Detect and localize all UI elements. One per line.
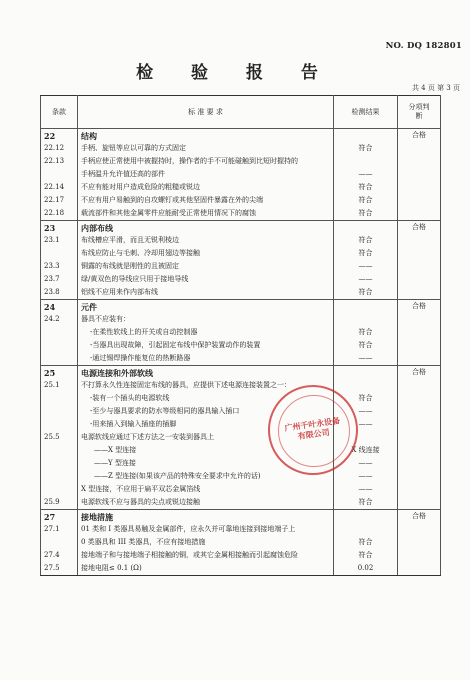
result-cell <box>334 523 398 536</box>
company-seal <box>268 385 358 475</box>
table-row <box>41 339 441 352</box>
result-cell <box>334 366 398 380</box>
page-title: 检 验 报 告 <box>136 63 334 83</box>
clause-cell: 22 <box>41 129 78 143</box>
result-cell: 符合 <box>334 549 398 562</box>
table-row <box>41 523 441 536</box>
requirement-cell: 不应有能对用户造成危险的粗糙或锐边 <box>78 181 334 194</box>
table-row <box>41 273 441 286</box>
table-row <box>41 326 441 339</box>
result-cell: 符合 <box>334 496 398 510</box>
clause-cell: 22.14 <box>41 181 78 194</box>
requirement-cell: -通过锡焊操作能复位的热断路器 <box>78 352 334 366</box>
requirement-cell: ——Z 型连接(如果该产品的特殊安全要求中允许的话) <box>78 470 334 483</box>
verdict-cell <box>398 247 441 260</box>
clause-cell <box>41 392 78 405</box>
verdict-cell <box>398 379 441 392</box>
verdict-cell <box>398 431 441 444</box>
requirement-cell: ——Y 型连接 <box>78 457 334 470</box>
verdict-cell: 合格 <box>398 129 441 143</box>
verdict-cell <box>398 313 441 326</box>
verdict-cell <box>398 483 441 496</box>
verdict-cell <box>398 326 441 339</box>
section-row <box>41 129 441 143</box>
clause-cell <box>41 326 78 339</box>
verdict-cell <box>398 194 441 207</box>
result-cell <box>334 300 398 314</box>
result-cell: 符合 <box>334 194 398 207</box>
verdict-cell: 合格 <box>398 300 441 314</box>
clause-cell: 25 <box>41 366 78 380</box>
table-row <box>41 352 441 366</box>
result-cell: —— <box>334 457 398 470</box>
table-row <box>41 562 441 576</box>
requirement-cell: 手柄、旋钮等应以可靠的方式固定 <box>78 142 334 155</box>
requirement-cell: 接地端子和与接地端子相接触的铜，或其它金属相接触而引起腐蚀危险 <box>78 549 334 562</box>
table-row <box>41 286 441 300</box>
result-cell: —— <box>334 405 398 418</box>
result-cell: 符合 <box>334 392 398 405</box>
clause-cell <box>41 418 78 431</box>
verdict-cell <box>398 405 441 418</box>
requirement-cell: 载流部件和其他金属零件应能耐受正常使用情况下的腐蚀 <box>78 207 334 221</box>
result-cell: X 线连接 <box>334 444 398 457</box>
verdict-cell: 合格 <box>398 366 441 380</box>
table-row <box>41 457 441 470</box>
clause-cell <box>41 483 78 496</box>
clause-cell: 24 <box>41 300 78 314</box>
clause-cell <box>41 536 78 549</box>
clause-cell: 23.1 <box>41 234 78 247</box>
result-cell: —— <box>334 418 398 431</box>
clause-cell <box>41 457 78 470</box>
table-row <box>41 549 441 562</box>
requirement-cell: 器具不应装有： <box>78 313 334 326</box>
verdict-cell <box>398 418 441 431</box>
requirement-cell: 手柄应使正常使用中被握持时，操作者的手不可能碰触到比短时握持的 <box>78 155 334 168</box>
requirement-cell: 不打算永久性连接固定布线的器具，应提供下述电源连接装置之一： <box>78 379 334 392</box>
clause-cell: 27.5 <box>41 562 78 576</box>
requirement-cell: 布线槽应平滑，而且无锐利棱边 <box>78 234 334 247</box>
result-cell: 符合 <box>334 181 398 194</box>
result-cell <box>334 129 398 143</box>
result-cell: —— <box>334 260 398 273</box>
requirement-cell: 接地电阻≤ 0.1 (Ω) <box>78 562 334 576</box>
verdict-cell <box>398 260 441 273</box>
clause-cell: 23.8 <box>41 286 78 300</box>
column-header-requirement: 标 准 要 求 <box>78 96 334 129</box>
result-cell: 符合 <box>334 207 398 221</box>
clause-cell: 22.18 <box>41 207 78 221</box>
requirement-cell: -当器具出现故障，引起固定布线中保护装置动作的装置 <box>78 339 334 352</box>
table-row <box>41 313 441 326</box>
verdict-cell <box>398 392 441 405</box>
verdict-cell <box>398 273 441 286</box>
clause-cell: 22.17 <box>41 194 78 207</box>
requirement-cell: 铜露的布线就是刚性的且被固定 <box>78 260 334 273</box>
verdict-cell <box>398 457 441 470</box>
page-count: 共 4 页 第 3 页 <box>411 84 460 92</box>
result-cell: —— <box>334 352 398 366</box>
result-cell: 符合 <box>334 286 398 300</box>
table-row <box>41 181 441 194</box>
verdict-cell: 合格 <box>398 510 441 524</box>
verdict-cell <box>398 155 441 168</box>
inspection-table <box>40 95 441 576</box>
section-row <box>41 300 441 314</box>
result-cell <box>334 379 398 392</box>
requirement-cell: -在柔性软线上的开关或自动控制器 <box>78 326 334 339</box>
clause-cell <box>41 339 78 352</box>
requirement-cell: 接地措施 <box>78 510 334 524</box>
verdict-cell <box>398 352 441 366</box>
requirement-cell: 电源软线不应与器具的尖点或锐边接触 <box>78 496 334 510</box>
clause-cell: 23.3 <box>41 260 78 273</box>
result-cell: 符合 <box>334 234 398 247</box>
table-row <box>41 168 441 181</box>
section-row <box>41 510 441 524</box>
section-row <box>41 366 441 380</box>
requirement-cell: 元件 <box>78 300 334 314</box>
verdict-cell <box>398 523 441 536</box>
requirement-cell: -用来插入到输入插座的插脚 <box>78 418 334 431</box>
result-cell <box>334 510 398 524</box>
table-row <box>41 496 441 510</box>
clause-cell <box>41 444 78 457</box>
result-cell <box>334 221 398 235</box>
requirement-cell: 电源连接和外部软线 <box>78 366 334 380</box>
clause-cell: 27.1 <box>41 523 78 536</box>
requirement-cell: 01 类和 I 类器具易触及金属部件，应永久并可靠地连接到接地端子上 <box>78 523 334 536</box>
table-row <box>41 470 441 483</box>
table-row <box>41 194 441 207</box>
clause-cell: 27.4 <box>41 549 78 562</box>
clause-cell <box>41 470 78 483</box>
table-row <box>41 405 441 418</box>
result-cell: 符合 <box>334 339 398 352</box>
result-cell: 符合 <box>334 247 398 260</box>
table-row <box>41 536 441 549</box>
section-row <box>41 221 441 235</box>
verdict-cell <box>398 549 441 562</box>
verdict-cell <box>398 168 441 181</box>
clause-cell: 23 <box>41 221 78 235</box>
table-row <box>41 483 441 496</box>
result-cell: 符合 <box>334 326 398 339</box>
table-row <box>41 142 441 155</box>
requirement-cell: -装有一个插头的电源软线 <box>78 392 334 405</box>
verdict-cell <box>398 470 441 483</box>
table-row <box>41 418 441 431</box>
verdict-cell <box>398 562 441 576</box>
clause-cell <box>41 247 78 260</box>
table-row <box>41 260 441 273</box>
clause-cell: 24.2 <box>41 313 78 326</box>
clause-cell: 23.7 <box>41 273 78 286</box>
requirement-cell: 结构 <box>78 129 334 143</box>
clause-cell: 22.13 <box>41 155 78 168</box>
report-number: NO. DQ 182801 <box>385 41 462 51</box>
table-row <box>41 431 441 444</box>
clause-cell: 25.5 <box>41 431 78 444</box>
table-row <box>41 247 441 260</box>
result-cell: —— <box>334 168 398 181</box>
verdict-cell <box>398 536 441 549</box>
clause-cell: 25.1 <box>41 379 78 392</box>
verdict-cell: 合格 <box>398 221 441 235</box>
table-row <box>41 155 441 168</box>
requirement-cell: 0 类器具和 III 类器具，不应有接地措施 <box>78 536 334 549</box>
verdict-cell <box>398 207 441 221</box>
result-cell: 符合 <box>334 142 398 155</box>
verdict-cell <box>398 496 441 510</box>
table-row <box>41 234 441 247</box>
column-header-result: 检测结果 <box>334 96 398 129</box>
result-cell <box>334 155 398 168</box>
requirement-cell: -至少与器具要求的防水等级相同的器具输入插口 <box>78 405 334 418</box>
result-cell: 0.02 <box>334 562 398 576</box>
requirement-cell: 绿/黄双色的导线应只用于接地导线 <box>78 273 334 286</box>
result-cell <box>334 313 398 326</box>
verdict-cell <box>398 181 441 194</box>
result-cell: —— <box>334 470 398 483</box>
result-cell: 符合 <box>334 536 398 549</box>
column-header-verdict: 分项判断 <box>398 96 441 129</box>
verdict-cell <box>398 444 441 457</box>
requirement-cell: 内部布线 <box>78 221 334 235</box>
table-header-row <box>41 96 441 129</box>
table-row <box>41 444 441 457</box>
requirement-cell: 电源软线应通过下述方法之一安装到器具上 <box>78 431 334 444</box>
column-header-clause: 条款 <box>41 96 78 129</box>
requirement-cell: 手柄温升允许值还高的部件 <box>78 168 334 181</box>
table-row <box>41 392 441 405</box>
clause-cell <box>41 352 78 366</box>
verdict-cell <box>398 286 441 300</box>
verdict-cell <box>398 142 441 155</box>
clause-cell: 25.9 <box>41 496 78 510</box>
requirement-cell: 不应有用户易触到的自攻螺钉或其他坚固件暴露在外的尖端 <box>78 194 334 207</box>
requirement-cell: 布线应防止与毛刺、冷却用翅边等接触 <box>78 247 334 260</box>
verdict-cell <box>398 234 441 247</box>
requirement-cell: ——X 型连接 <box>78 444 334 457</box>
result-cell: —— <box>334 273 398 286</box>
requirement-cell: 铝线不应用来作内部布线 <box>78 286 334 300</box>
seal-text: 广州千叶永设备有限公司 <box>283 415 341 442</box>
clause-cell <box>41 168 78 181</box>
clause-cell: 27 <box>41 510 78 524</box>
result-cell: —— <box>334 483 398 496</box>
table-row <box>41 379 441 392</box>
clause-cell: 22.12 <box>41 142 78 155</box>
clause-cell <box>41 405 78 418</box>
verdict-cell <box>398 339 441 352</box>
requirement-cell: X 型连接，不应用于扁平双芯金属箔线 <box>78 483 334 496</box>
table-row <box>41 207 441 221</box>
